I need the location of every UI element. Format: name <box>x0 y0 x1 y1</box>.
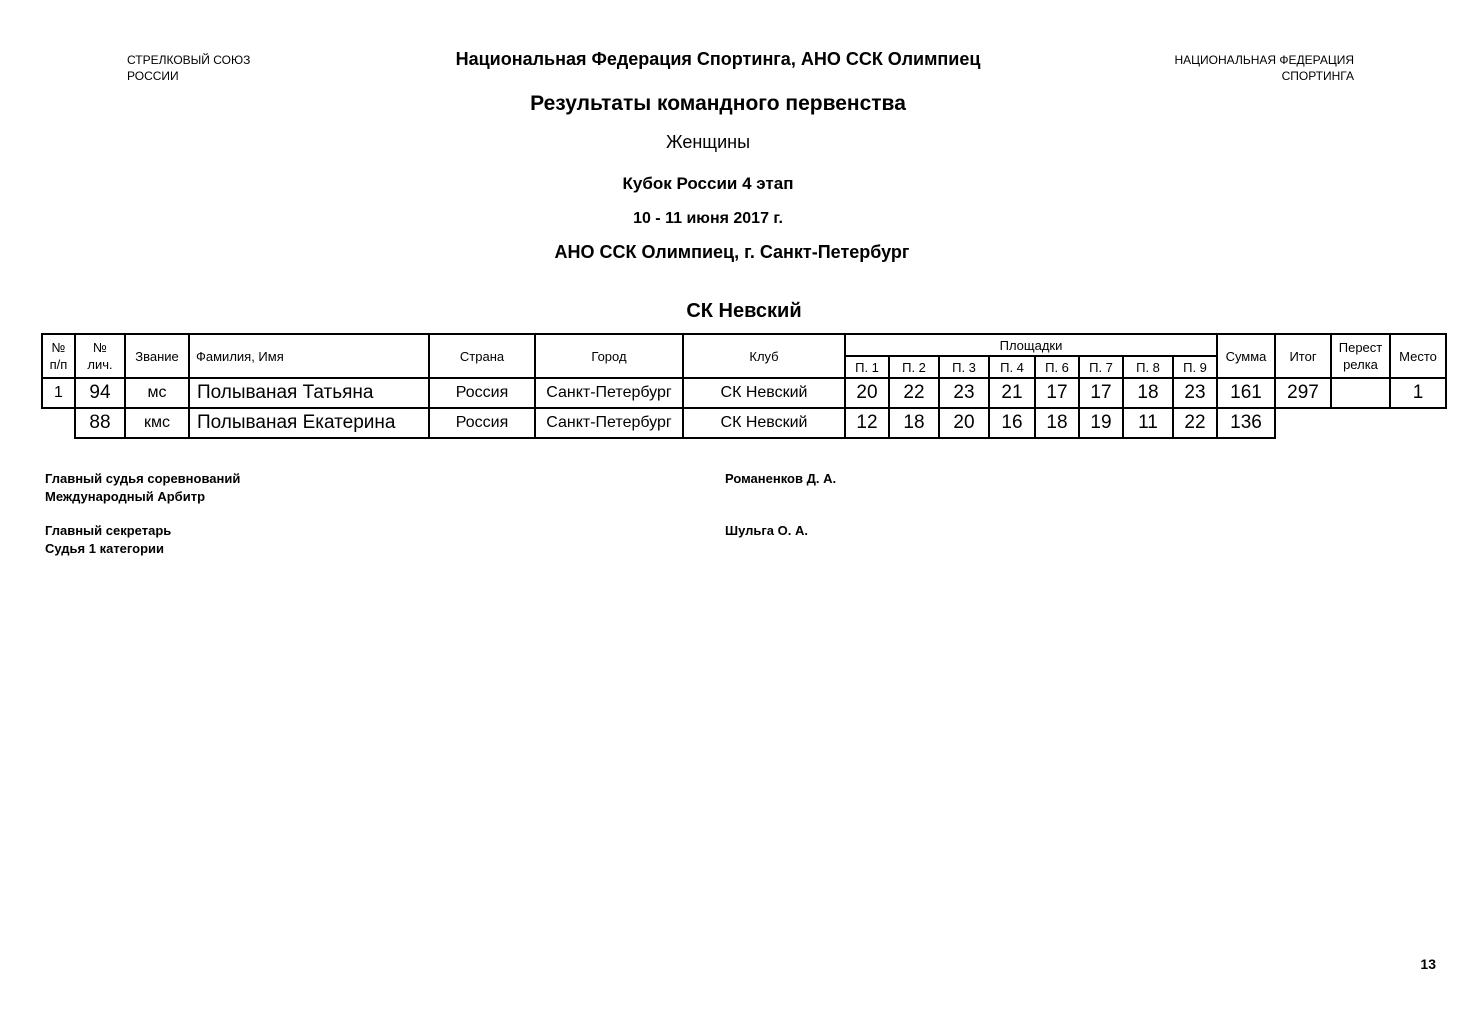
sum-cell: 161 <box>1217 378 1275 408</box>
judge-title: Главный судья соревнований <box>45 471 241 486</box>
country-cell: Россия <box>429 378 535 408</box>
score-cell: 22 <box>889 378 939 408</box>
col-header-country: Страна <box>429 334 535 378</box>
score-cell: 17 <box>1079 378 1123 408</box>
col-header-place: Место <box>1390 334 1446 378</box>
col-header-shootoff-line-1: Перест <box>1338 340 1383 355</box>
table-header-row <box>42 334 1446 356</box>
col-header-shootoff <box>1331 334 1390 378</box>
col-header-num-line-2: п/п <box>49 357 68 372</box>
document-title: Результаты командного первенства <box>530 92 906 115</box>
score-cell: 11 <box>1123 408 1173 438</box>
col-header-lic-line-2: лич. <box>87 357 113 372</box>
col-header-stations: Площадки <box>845 334 1217 356</box>
rank-cell: мс <box>125 378 189 408</box>
col-header-num-line-1: № <box>51 340 66 355</box>
score-cell: 21 <box>989 378 1035 408</box>
event-venue: АНО ССК Олимпиец, г. Санкт-Петербург <box>554 242 910 262</box>
name-cell: Полываная Татьяна <box>189 378 429 408</box>
secretary-name: Шульга О. А. <box>725 523 808 538</box>
col-header-total: Итог <box>1275 334 1331 378</box>
name-cell: Полываная Екатерина <box>189 408 429 438</box>
team-total-cell: 297 <box>1275 378 1331 408</box>
station-header-2: П. 2 <box>889 356 939 378</box>
col-header-rank: Звание <box>125 334 189 378</box>
col-header-club: Клуб <box>683 334 845 378</box>
club-cell: СК Невский <box>683 408 845 438</box>
secretary-title: Главный секретарь <box>45 523 172 538</box>
judge-block <box>45 470 240 506</box>
results-table <box>41 333 1447 439</box>
event-dates: 10 - 11 июня 2017 г. <box>633 210 783 227</box>
team-shootoff-cell <box>1331 378 1390 408</box>
sum-cell: 136 <box>1217 408 1275 438</box>
score-cell: 12 <box>845 408 889 438</box>
score-cell: 18 <box>1035 408 1079 438</box>
station-header-3: П. 3 <box>939 356 989 378</box>
score-cell: 17 <box>1035 378 1079 408</box>
table-row <box>42 408 1446 438</box>
score-cell: 22 <box>1173 408 1217 438</box>
city-cell: Санкт-Петербург <box>535 408 683 438</box>
header-left-line-1: СТРЕЛКОВЫЙ СОЮЗ <box>127 53 251 67</box>
empty-cell <box>1390 408 1446 438</box>
secretary-block <box>45 522 171 558</box>
empty-cell <box>1331 408 1390 438</box>
secretary-subtitle: Судья 1 категории <box>45 541 165 556</box>
team-num-cell: 1 <box>42 378 75 408</box>
team-place-cell: 1 <box>1390 378 1446 408</box>
judge-name: Романенков Д. А. <box>725 471 837 486</box>
table-row <box>42 378 1446 408</box>
col-header-shootoff-line-2: релка <box>1343 357 1378 372</box>
score-cell: 16 <box>989 408 1035 438</box>
score-cell: 18 <box>889 408 939 438</box>
score-cell: 20 <box>845 378 889 408</box>
station-header-9: П. 9 <box>1173 356 1217 378</box>
country-cell: Россия <box>429 408 535 438</box>
score-cell: 20 <box>939 408 989 438</box>
header-right-line-2: СПОРТИНГА <box>1281 69 1354 83</box>
category-subtitle: Женщины <box>665 132 751 152</box>
score-cell: 19 <box>1079 408 1123 438</box>
team-name: СК Невский <box>686 300 802 322</box>
station-header-6: П. 6 <box>1035 356 1079 378</box>
station-header-7: П. 7 <box>1079 356 1123 378</box>
score-cell: 23 <box>939 378 989 408</box>
rank-cell: кмс <box>125 408 189 438</box>
score-cell: 23 <box>1173 378 1217 408</box>
station-header-4: П. 4 <box>989 356 1035 378</box>
header-right-org <box>1175 52 1355 84</box>
col-header-sum: Сумма <box>1217 334 1275 378</box>
empty-cell <box>1275 408 1331 438</box>
empty-cell <box>42 408 75 438</box>
header-center-title: Национальная Федерация Спортинга, АНО ССК Олимпиец <box>455 49 981 69</box>
lic-cell: 88 <box>75 408 125 438</box>
col-header-lic-line-1: № <box>93 340 107 355</box>
score-cell: 18 <box>1123 378 1173 408</box>
col-header-num <box>42 334 75 378</box>
club-cell: СК Невский <box>683 378 845 408</box>
col-header-city: Город <box>535 334 683 378</box>
page-number: 13 <box>1420 956 1436 972</box>
lic-cell: 94 <box>75 378 125 408</box>
station-header-1: П. 1 <box>845 356 889 378</box>
header-right-line-1: НАЦИОНАЛЬНАЯ ФЕДЕРАЦИЯ <box>1174 53 1354 67</box>
station-header-8: П. 8 <box>1123 356 1173 378</box>
header-left-line-2: РОССИИ <box>127 69 179 83</box>
city-cell: Санкт-Петербург <box>535 378 683 408</box>
event-name: Кубок России 4 этап <box>622 174 794 193</box>
col-header-name: Фамилия, Имя <box>189 334 429 378</box>
col-header-lic <box>75 334 125 378</box>
judge-subtitle: Международный Арбитр <box>45 489 206 504</box>
